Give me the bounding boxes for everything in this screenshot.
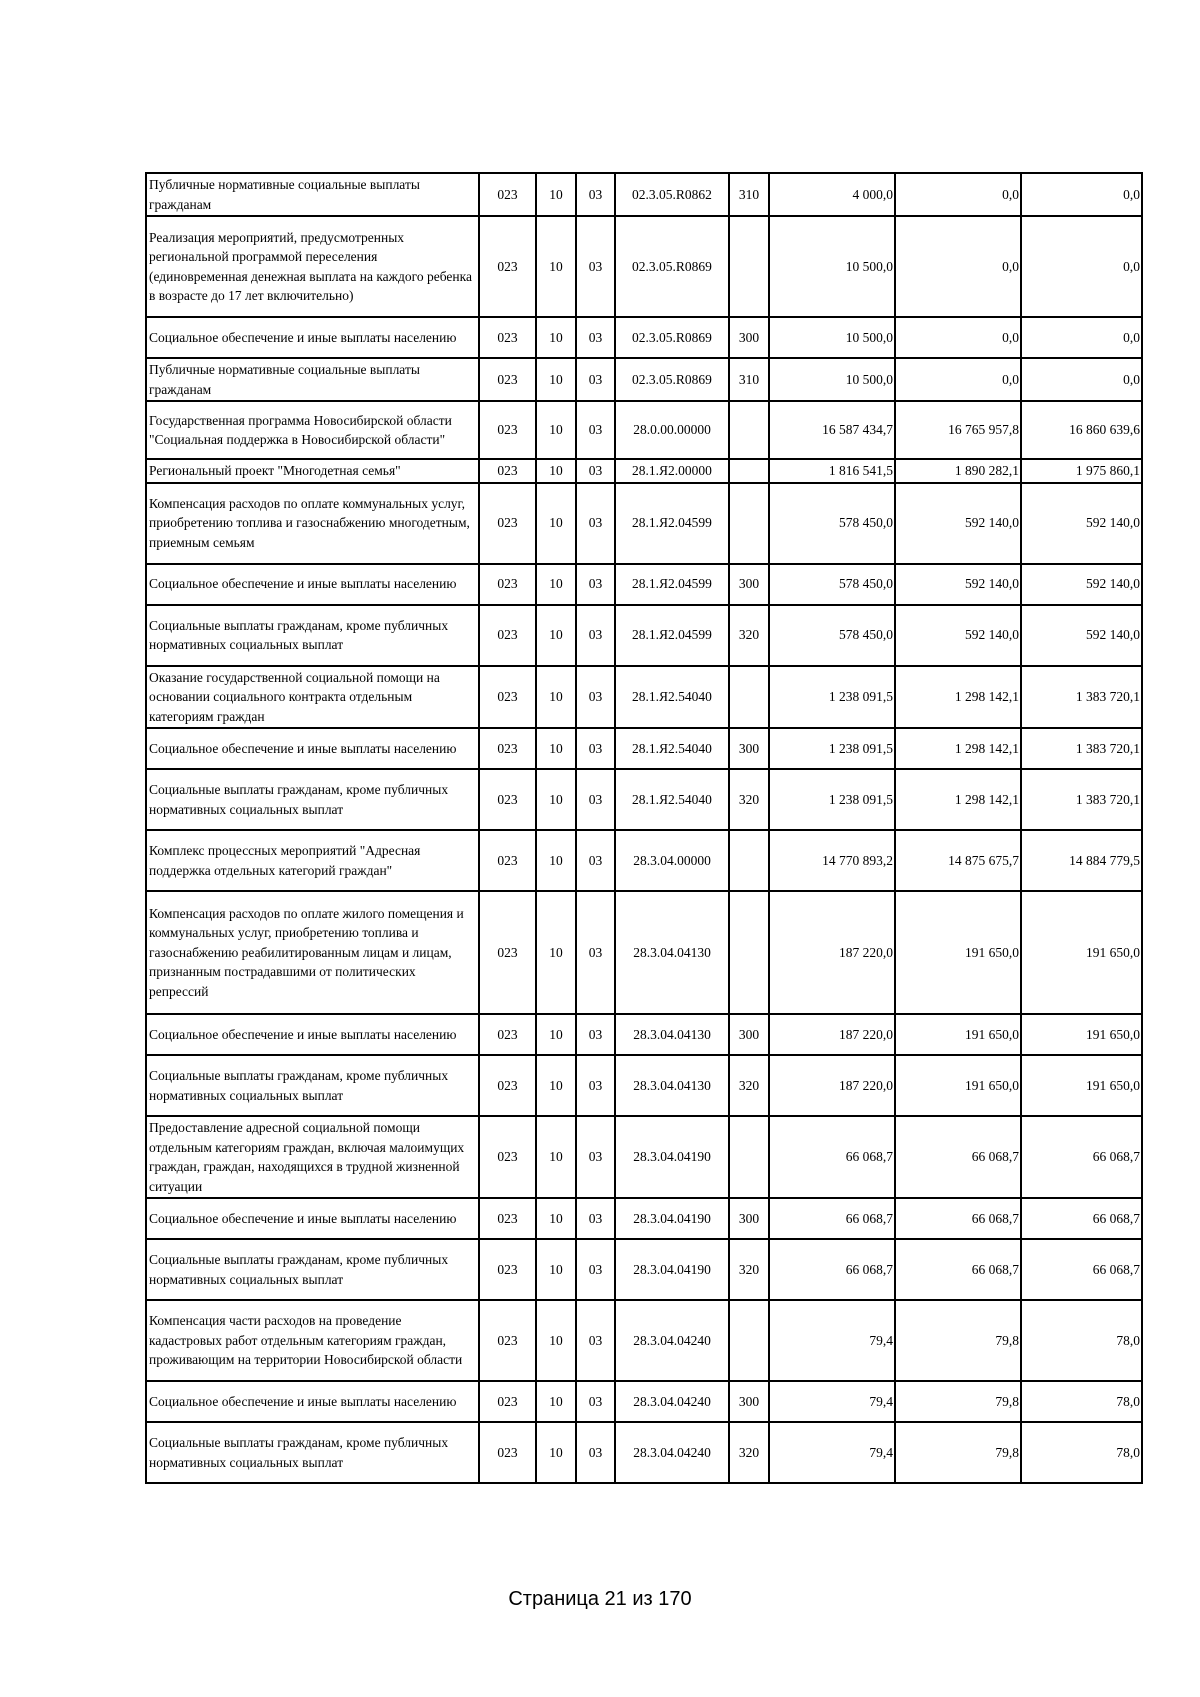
cell-name: Комплекс процессных мероприятий "Адресная поддержка отдельных категорий граждан" xyxy=(146,830,479,891)
cell-name: Социальные выплаты гражданам, кроме публичных нормативных социальных выплат xyxy=(146,605,479,666)
cell-amount-year3: 1 975 860,1 xyxy=(1021,459,1142,483)
cell-amount-year2: 79,8 xyxy=(895,1422,1021,1483)
cell-name: Компенсация расходов по оплате коммунальных услуг, приобретению топлива и газоснабжению многодетным, приемным семьям xyxy=(146,483,479,564)
cell-amount-year2: 592 140,0 xyxy=(895,605,1021,666)
cell-amount-year1: 66 068,7 xyxy=(769,1198,895,1239)
cell-pr: 03 xyxy=(576,728,615,769)
table-row xyxy=(146,728,1142,769)
cell-amount-year3: 66 068,7 xyxy=(1021,1239,1142,1300)
cell-pr: 03 xyxy=(576,1422,615,1483)
cell-grbs: 023 xyxy=(479,459,536,483)
cell-name: Социальное обеспечение и иные выплаты населению xyxy=(146,728,479,769)
cell-pr: 03 xyxy=(576,173,615,216)
cell-amount-year1: 79,4 xyxy=(769,1381,895,1422)
cell-amount-year3: 592 140,0 xyxy=(1021,605,1142,666)
cell-amount-year3: 0,0 xyxy=(1021,358,1142,401)
cell-amount-year2: 0,0 xyxy=(895,358,1021,401)
cell-csr: 28.1.Я2.04599 xyxy=(615,483,729,564)
cell-amount-year3: 0,0 xyxy=(1021,317,1142,358)
cell-pr: 03 xyxy=(576,564,615,605)
cell-amount-year1: 79,4 xyxy=(769,1300,895,1381)
cell-rz: 10 xyxy=(536,564,576,605)
table-row xyxy=(146,1014,1142,1055)
cell-amount-year1: 578 450,0 xyxy=(769,483,895,564)
cell-amount-year2: 79,8 xyxy=(895,1381,1021,1422)
cell-rz: 10 xyxy=(536,1116,576,1198)
cell-amount-year2: 1 890 282,1 xyxy=(895,459,1021,483)
cell-name: Социальные выплаты гражданам, кроме публичных нормативных социальных выплат xyxy=(146,1422,479,1483)
cell-amount-year2: 0,0 xyxy=(895,317,1021,358)
table-row xyxy=(146,1300,1142,1381)
cell-vr xyxy=(729,483,769,564)
cell-amount-year1: 578 450,0 xyxy=(769,564,895,605)
cell-name: Реализация мероприятий, предусмотренных региональной программой переселения (единовременная денежная выплата на каждого ребенка в возрасте до 17 лет включительно) xyxy=(146,216,479,317)
cell-vr: 300 xyxy=(729,1198,769,1239)
cell-name: Предоставление адресной социальной помощи отдельным категориям граждан, включая малоимущих граждан, граждан, находящихся в трудной жизненной ситуации xyxy=(146,1116,479,1198)
cell-pr: 03 xyxy=(576,317,615,358)
cell-vr xyxy=(729,1116,769,1198)
cell-rz: 10 xyxy=(536,1300,576,1381)
table-row xyxy=(146,459,1142,483)
cell-rz: 10 xyxy=(536,666,576,729)
cell-rz: 10 xyxy=(536,1422,576,1483)
table-row xyxy=(146,358,1142,401)
cell-amount-year3: 78,0 xyxy=(1021,1422,1142,1483)
cell-rz: 10 xyxy=(536,605,576,666)
cell-amount-year2: 0,0 xyxy=(895,173,1021,216)
cell-grbs: 023 xyxy=(479,1198,536,1239)
table-row xyxy=(146,1055,1142,1116)
cell-rz: 10 xyxy=(536,1014,576,1055)
cell-name: Оказание государственной социальной помощи на основании социального контракта отдельным категориям граждан xyxy=(146,666,479,729)
cell-name: Социальное обеспечение и иные выплаты населению xyxy=(146,564,479,605)
cell-csr: 28.3.04.04130 xyxy=(615,1014,729,1055)
cell-grbs: 023 xyxy=(479,1014,536,1055)
table-row xyxy=(146,483,1142,564)
table-row xyxy=(146,605,1142,666)
cell-rz: 10 xyxy=(536,830,576,891)
cell-name: Компенсация части расходов на проведение кадастровых работ отдельным категориям граждан, проживающим на территории Новосибирской области xyxy=(146,1300,479,1381)
cell-vr xyxy=(729,459,769,483)
cell-pr: 03 xyxy=(576,891,615,1014)
cell-pr: 03 xyxy=(576,1014,615,1055)
cell-grbs: 023 xyxy=(479,891,536,1014)
cell-amount-year3: 66 068,7 xyxy=(1021,1198,1142,1239)
cell-csr: 28.3.04.04240 xyxy=(615,1381,729,1422)
cell-vr xyxy=(729,830,769,891)
cell-grbs: 023 xyxy=(479,358,536,401)
cell-rz: 10 xyxy=(536,1239,576,1300)
cell-csr: 28.3.04.00000 xyxy=(615,830,729,891)
cell-rz: 10 xyxy=(536,173,576,216)
cell-name: Компенсация расходов по оплате жилого помещения и коммунальных услуг, приобретению топлива и газоснабжению реабилитированным лицам и лицам, признанным пострадавшими от политических репрессий xyxy=(146,891,479,1014)
cell-rz: 10 xyxy=(536,317,576,358)
cell-grbs: 023 xyxy=(479,830,536,891)
cell-grbs: 023 xyxy=(479,1116,536,1198)
cell-vr: 310 xyxy=(729,173,769,216)
cell-csr: 28.1.Я2.00000 xyxy=(615,459,729,483)
cell-rz: 10 xyxy=(536,728,576,769)
cell-amount-year2: 0,0 xyxy=(895,216,1021,317)
cell-amount-year3: 592 140,0 xyxy=(1021,483,1142,564)
cell-amount-year2: 66 068,7 xyxy=(895,1239,1021,1300)
cell-rz: 10 xyxy=(536,358,576,401)
table-row xyxy=(146,1116,1142,1198)
cell-grbs: 023 xyxy=(479,666,536,729)
cell-vr xyxy=(729,1300,769,1381)
cell-amount-year3: 16 860 639,6 xyxy=(1021,401,1142,459)
cell-rz: 10 xyxy=(536,483,576,564)
cell-pr: 03 xyxy=(576,769,615,830)
cell-grbs: 023 xyxy=(479,216,536,317)
cell-grbs: 023 xyxy=(479,769,536,830)
cell-amount-year2: 1 298 142,1 xyxy=(895,666,1021,729)
table-row xyxy=(146,769,1142,830)
table-row xyxy=(146,1381,1142,1422)
cell-csr: 28.1.Я2.54040 xyxy=(615,728,729,769)
cell-rz: 10 xyxy=(536,1381,576,1422)
cell-amount-year1: 10 500,0 xyxy=(769,317,895,358)
table-row xyxy=(146,401,1142,459)
cell-amount-year2: 66 068,7 xyxy=(895,1198,1021,1239)
cell-amount-year1: 187 220,0 xyxy=(769,1055,895,1116)
cell-amount-year2: 14 875 675,7 xyxy=(895,830,1021,891)
cell-pr: 03 xyxy=(576,830,615,891)
cell-amount-year2: 592 140,0 xyxy=(895,564,1021,605)
cell-vr: 320 xyxy=(729,1422,769,1483)
cell-grbs: 023 xyxy=(479,1381,536,1422)
cell-name: Социальное обеспечение и иные выплаты населению xyxy=(146,317,479,358)
cell-amount-year3: 1 383 720,1 xyxy=(1021,666,1142,729)
table-row xyxy=(146,666,1142,729)
cell-grbs: 023 xyxy=(479,317,536,358)
cell-vr: 300 xyxy=(729,1381,769,1422)
cell-name: Социальные выплаты гражданам, кроме публичных нормативных социальных выплат xyxy=(146,1055,479,1116)
cell-amount-year3: 66 068,7 xyxy=(1021,1116,1142,1198)
cell-amount-year2: 79,8 xyxy=(895,1300,1021,1381)
table-row xyxy=(146,173,1142,216)
cell-amount-year1: 187 220,0 xyxy=(769,1014,895,1055)
cell-csr: 02.3.05.R0869 xyxy=(615,216,729,317)
cell-vr: 310 xyxy=(729,358,769,401)
cell-name: Социальные выплаты гражданам, кроме публичных нормативных социальных выплат xyxy=(146,769,479,830)
cell-pr: 03 xyxy=(576,1116,615,1198)
cell-rz: 10 xyxy=(536,891,576,1014)
cell-pr: 03 xyxy=(576,1055,615,1116)
cell-vr: 300 xyxy=(729,728,769,769)
cell-amount-year3: 14 884 779,5 xyxy=(1021,830,1142,891)
table-row xyxy=(146,830,1142,891)
cell-name: Региональный проект "Многодетная семья" xyxy=(146,459,479,483)
cell-vr: 320 xyxy=(729,769,769,830)
cell-vr: 300 xyxy=(729,317,769,358)
cell-amount-year2: 16 765 957,8 xyxy=(895,401,1021,459)
table-row xyxy=(146,1239,1142,1300)
cell-amount-year2: 592 140,0 xyxy=(895,483,1021,564)
cell-amount-year2: 191 650,0 xyxy=(895,891,1021,1014)
cell-amount-year2: 191 650,0 xyxy=(895,1014,1021,1055)
cell-vr xyxy=(729,216,769,317)
cell-csr: 28.1.Я2.54040 xyxy=(615,666,729,729)
cell-grbs: 023 xyxy=(479,1422,536,1483)
cell-grbs: 023 xyxy=(479,564,536,605)
cell-pr: 03 xyxy=(576,401,615,459)
cell-amount-year2: 1 298 142,1 xyxy=(895,769,1021,830)
cell-grbs: 023 xyxy=(479,728,536,769)
cell-vr: 300 xyxy=(729,1014,769,1055)
cell-amount-year1: 1 238 091,5 xyxy=(769,666,895,729)
cell-name: Публичные нормативные социальные выплаты гражданам xyxy=(146,173,479,216)
cell-vr xyxy=(729,401,769,459)
cell-csr: 28.3.04.04190 xyxy=(615,1239,729,1300)
cell-rz: 10 xyxy=(536,216,576,317)
cell-grbs: 023 xyxy=(479,1300,536,1381)
cell-csr: 28.3.04.04240 xyxy=(615,1422,729,1483)
cell-name: Социальное обеспечение и иные выплаты населению xyxy=(146,1014,479,1055)
cell-vr: 320 xyxy=(729,605,769,666)
cell-csr: 02.3.05.R0869 xyxy=(615,358,729,401)
table-row xyxy=(146,891,1142,1014)
cell-amount-year1: 10 500,0 xyxy=(769,216,895,317)
cell-amount-year1: 1 238 091,5 xyxy=(769,769,895,830)
cell-grbs: 023 xyxy=(479,605,536,666)
cell-amount-year1: 4 000,0 xyxy=(769,173,895,216)
table-row xyxy=(146,216,1142,317)
page-number: Страница 21 из 170 xyxy=(508,1588,692,1610)
cell-name: Социальное обеспечение и иные выплаты населению xyxy=(146,1198,479,1239)
cell-pr: 03 xyxy=(576,216,615,317)
cell-amount-year2: 191 650,0 xyxy=(895,1055,1021,1116)
cell-grbs: 023 xyxy=(479,401,536,459)
cell-amount-year2: 1 298 142,1 xyxy=(895,728,1021,769)
cell-name: Государственная программа Новосибирской области "Социальная поддержка в Новосибирской области" xyxy=(146,401,479,459)
cell-rz: 10 xyxy=(536,459,576,483)
cell-amount-year3: 78,0 xyxy=(1021,1300,1142,1381)
cell-amount-year3: 592 140,0 xyxy=(1021,564,1142,605)
cell-csr: 28.1.Я2.04599 xyxy=(615,605,729,666)
cell-amount-year3: 191 650,0 xyxy=(1021,1055,1142,1116)
cell-vr: 320 xyxy=(729,1055,769,1116)
cell-amount-year3: 0,0 xyxy=(1021,216,1142,317)
cell-vr xyxy=(729,891,769,1014)
cell-rz: 10 xyxy=(536,1198,576,1239)
cell-amount-year1: 1 816 541,5 xyxy=(769,459,895,483)
cell-vr: 320 xyxy=(729,1239,769,1300)
cell-csr: 28.3.04.04130 xyxy=(615,1055,729,1116)
cell-csr: 28.0.00.00000 xyxy=(615,401,729,459)
cell-amount-year3: 1 383 720,1 xyxy=(1021,769,1142,830)
cell-amount-year3: 78,0 xyxy=(1021,1381,1142,1422)
cell-pr: 03 xyxy=(576,358,615,401)
cell-amount-year3: 191 650,0 xyxy=(1021,891,1142,1014)
cell-amount-year3: 0,0 xyxy=(1021,173,1142,216)
cell-csr: 02.3.05.R0862 xyxy=(615,173,729,216)
cell-amount-year1: 187 220,0 xyxy=(769,891,895,1014)
table-row xyxy=(146,1198,1142,1239)
cell-grbs: 023 xyxy=(479,1239,536,1300)
cell-amount-year3: 191 650,0 xyxy=(1021,1014,1142,1055)
cell-name: Социальное обеспечение и иные выплаты населению xyxy=(146,1381,479,1422)
cell-pr: 03 xyxy=(576,459,615,483)
cell-amount-year2: 66 068,7 xyxy=(895,1116,1021,1198)
cell-amount-year1: 578 450,0 xyxy=(769,605,895,666)
table-row xyxy=(146,564,1142,605)
cell-amount-year3: 1 383 720,1 xyxy=(1021,728,1142,769)
cell-pr: 03 xyxy=(576,1198,615,1239)
cell-grbs: 023 xyxy=(479,483,536,564)
cell-amount-year1: 10 500,0 xyxy=(769,358,895,401)
cell-amount-year1: 66 068,7 xyxy=(769,1116,895,1198)
cell-name: Социальные выплаты гражданам, кроме публичных нормативных социальных выплат xyxy=(146,1239,479,1300)
cell-csr: 28.3.04.04190 xyxy=(615,1116,729,1198)
cell-csr: 28.1.Я2.54040 xyxy=(615,769,729,830)
cell-csr: 02.3.05.R0869 xyxy=(615,317,729,358)
cell-csr: 28.3.04.04130 xyxy=(615,891,729,1014)
cell-amount-year1: 16 587 434,7 xyxy=(769,401,895,459)
cell-grbs: 023 xyxy=(479,1055,536,1116)
cell-amount-year1: 79,4 xyxy=(769,1422,895,1483)
cell-amount-year1: 14 770 893,2 xyxy=(769,830,895,891)
cell-pr: 03 xyxy=(576,1239,615,1300)
cell-amount-year1: 66 068,7 xyxy=(769,1239,895,1300)
cell-pr: 03 xyxy=(576,483,615,564)
cell-amount-year1: 1 238 091,5 xyxy=(769,728,895,769)
cell-vr: 300 xyxy=(729,564,769,605)
table-row xyxy=(146,1422,1142,1483)
cell-pr: 03 xyxy=(576,1300,615,1381)
cell-pr: 03 xyxy=(576,605,615,666)
cell-pr: 03 xyxy=(576,666,615,729)
budget-table xyxy=(145,172,1143,1484)
cell-csr: 28.1.Я2.04599 xyxy=(615,564,729,605)
cell-csr: 28.3.04.04190 xyxy=(615,1198,729,1239)
cell-rz: 10 xyxy=(536,769,576,830)
table-row xyxy=(146,317,1142,358)
cell-csr: 28.3.04.04240 xyxy=(615,1300,729,1381)
cell-rz: 10 xyxy=(536,401,576,459)
cell-grbs: 023 xyxy=(479,173,536,216)
cell-rz: 10 xyxy=(536,1055,576,1116)
cell-vr xyxy=(729,666,769,729)
cell-name: Публичные нормативные социальные выплаты гражданам xyxy=(146,358,479,401)
cell-pr: 03 xyxy=(576,1381,615,1422)
